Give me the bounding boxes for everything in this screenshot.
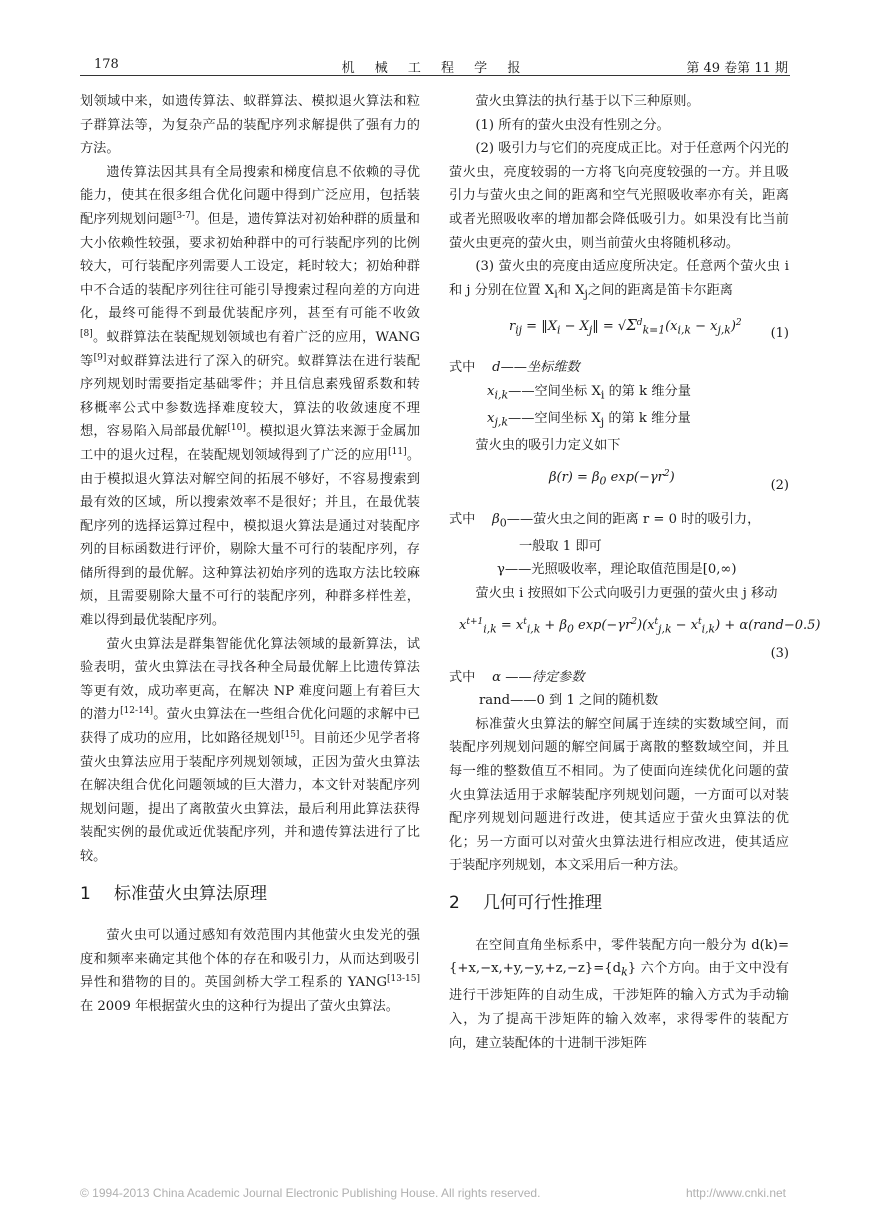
equation-body: $x^{t+1}_{i,k} = x^t_{i,k} + \beta_0$ $\exp(-\gamma r^2)(x^t_{j,k} - x^t_{i,k})$ + α(rand−0.5) <box>459 616 821 636</box>
equation-label: (3) <box>770 645 789 661</box>
subscript: j <box>584 287 588 301</box>
citation: [12-14] <box>120 706 154 717</box>
citation: [3-7] <box>172 210 195 221</box>
equation-body: $r_{ij}$ = $‖X_i$ − $X_j‖ = √\Sigma^d_{k=1}(x_{i,k} - x_{j,k})^2$ <box>509 315 742 337</box>
citation: [11] <box>388 446 407 457</box>
equation-label: (1) <box>770 325 789 341</box>
equation-body: $\beta(r) = \beta_0$ $\exp(-\gamma r^2)$ <box>549 468 675 488</box>
section-number: 2 <box>449 893 460 913</box>
variable-definitions <box>449 508 789 582</box>
paragraph <box>80 924 420 1018</box>
right-column <box>449 90 821 1055</box>
text: } 六个方向。由于文中没有进行干涉矩阵的自动生成，干涉矩阵的输入方式为手动输入，为了提高干涉矩阵的输入效率，求得零件的装配方向，建立装配体的十进制干涉矩阵 <box>449 961 789 1051</box>
equation-1 <box>449 306 789 356</box>
text: 。由于模拟退火算法对解空间的拓展不够好，不容易搜索到最有效的区域，所以搜索效率不是很好；并且，在最优装配序列的选择运算过程中，模拟退火算法是通过对装配序列的目标函数进行评价，剔除大量不可行的装配序列，存储所得到的最优解。这种算法初始序列的选取方法比较麻烦，且需要剔除大量不可行的装配序列，种群多样性差，难以得到最优装配序列。 <box>80 447 421 629</box>
definition: $x_{i,k}——$空间坐标 $X_i$ 的第 k 维分量 <box>487 383 691 402</box>
paragraph: (2) 吸引力与它们的亮度成正比。对于任意两个闪光的萤火虫，亮度较弱的一方将飞向亮度较强的一方。并且吸引力与萤火虫之间的距离和空气光照吸收率亦有关，距离或者光照吸收率的增加都会降低吸引力。如果没有比当前萤火虫更亮的萤火虫，则当前萤火虫将随机移动。 <box>449 141 789 251</box>
left-column <box>80 90 420 1019</box>
text: 。萤火虫算法在一些组合优化问题的求解中已获得了成功的应用，比如路径规划 <box>80 707 421 747</box>
text: 萤火虫可以通过感知有效范围内其他萤火虫发光的强度和频率来确定其他个体的存在和吸引力，从而达到吸引异性和猎物的目的。英国剑桥大学工程系的 YANG <box>80 928 420 991</box>
copyright: © 1994-2013 China Academic Journal Electronic Publishing House. All rights reserved. <box>80 1186 541 1200</box>
text: (3) 萤火虫的亮度由适应度所决定。任意两个萤火虫 i 和 j 分别在位置 X <box>449 259 789 298</box>
footer <box>80 1186 790 1200</box>
running-header <box>80 53 790 75</box>
paragraph <box>80 161 420 633</box>
citation: [13-15] <box>387 974 420 985</box>
text: 和 X <box>557 282 585 298</box>
variable-definitions <box>449 666 789 713</box>
text: 。蚁群算法在装配规划领域也有着广泛的应用，WANG 等 <box>80 329 420 369</box>
text: 之间的距离是笛卡尔距离 <box>587 282 733 298</box>
header-rule <box>80 75 790 76</box>
paragraph: 萤火虫 i 按照如下公式向吸引力更强的萤火虫 j 移动 <box>475 586 778 602</box>
variable-definitions <box>449 356 789 434</box>
text: 遗传算法因其具有全局搜索和梯度信息不依赖的寻优能力，使其在很多组合优化问题中得到广泛应用，包括装配序列规划问题 <box>80 164 420 227</box>
equation-label: (2) <box>770 477 789 493</box>
footer-url: http://www.cnki.net <box>685 1186 786 1200</box>
text: 在空间直角坐标系中，零件装配方向一般分为 d(k)={+x,−x,+y,−y,+z,−z}={d <box>449 937 789 977</box>
definition: 一般取 1 即可 <box>519 538 602 554</box>
citation: [8] <box>80 328 93 339</box>
citation: [10] <box>227 423 246 434</box>
definition: rand——0 到 1 之间的随机数 <box>479 693 659 709</box>
paragraph: 萤火虫的吸引力定义如下 <box>475 438 621 454</box>
text: 在 2009 年根据萤火虫的这种行为提出了萤火虫算法。 <box>80 998 399 1014</box>
paragraph: 标准萤火虫算法的解空间属于连续的实数域空间，而装配序列规划问题的解空间属于离散的整数域空间，并且每一维的整数值互不相同。为了使面向连续优化问题的萤火虫算法适用于求解装配序列规划问题，一方面可以对装配序列规划问题进行改进，使其适应于萤火虫算法的优化；另一方面可以对萤火虫算法进行相应改进，使其适应于装配序列规划，本文采用后一种方法。 <box>449 716 789 874</box>
definition: 式中 $\beta_0——$萤火虫之间的距离 r = 0 时的吸引力， <box>449 511 761 530</box>
citation: [15] <box>280 730 300 741</box>
section-number: 1 <box>80 883 91 904</box>
volume-issue: 第 49 卷第 11 期 <box>686 61 788 76</box>
paragraph: 划领域中来，如遗传算法、蚁群算法、模拟退火算法和粒子群算法等，为复杂产品的装配序列求解提供了强有力的方法。 <box>80 94 420 157</box>
section-heading <box>449 892 789 916</box>
citation: [9] <box>93 352 107 363</box>
paragraph: (1) 所有的萤火虫没有性别之分。 <box>475 117 670 133</box>
definition: 式中 d——坐标维数 <box>449 359 580 375</box>
section-title: 标准萤火虫算法原理 <box>114 883 267 904</box>
paragraph: 萤火虫算法的执行基于以下三种原则。 <box>475 94 700 109</box>
text: 。模拟退火算法来源于金属加工中的退火过程，在装配规划领域得到了广泛的应用 <box>80 424 421 463</box>
subscript: i <box>554 287 558 301</box>
definition: 式中 α ——待定参数 <box>449 669 585 685</box>
text: 。但是，遗传算法对初始种群的质量和大小依赖性较强，要求初始种群中的可行装配序列的比例较大，可行装配序列需要人工设定，耗时较大；初始种群中不合适的装配序列往往可能引导搜索过程向差的方向进化，最终可能得不到最优装配序列，甚至有可能不收敛 <box>80 211 420 322</box>
journal-title: 机 械 工 程 学 报 <box>341 61 529 76</box>
text: 。目前还少见学者将萤火虫算法应用于装配序列规划领域，正因为萤火虫算法在解决组合优化问题领域的巨大潜力，本文针对装配序列规划问题，提出了离散萤火虫算法，最后利用此算法获得装配实例的最优或近优装配序列，并和遗传算法进行了比较。 <box>80 731 421 864</box>
paragraph <box>80 633 420 869</box>
page-number: 178 <box>94 57 119 72</box>
equation-2 <box>449 458 789 508</box>
paragraph: 在空间直角坐标系中，零件装配方向一般分为 $d(k)=\{+x,-x,+y,-y,+z,-z\}=\{d_k\}$ 六个方向。由于文中没有进行干涉矩阵的自动生成，干涉矩阵的输入方式为手动输入，为了提高干涉矩阵的输入效率，求得零件的装配方向，建立装配体的十进制干涉矩阵 <box>449 937 789 1051</box>
text: 萤火虫算法是群集智能优化算法领域的最新算法，试验表明，萤火虫算法在寻找各种全局最优解上比遗传算法等更有效，成功率更高，在解决 NP 难度问题上有着巨大的潜力 <box>80 636 420 723</box>
text: 对蚁群算法进行了深入的研究。蚁群算法在进行装配序列规划时需要指定基础零件；并且信息素残留系数和转移概率公式中参数选择难度较大，算法的收敛速度不理想，容易陷入局部最优解 <box>80 353 421 440</box>
section-heading <box>80 883 420 907</box>
definition: $x_{j,k}——$空间坐标 $X_j$ 的第 k 维分量 <box>487 410 691 429</box>
definition: γ——光照吸收率，理论取值范围是[0,∞) <box>497 562 737 578</box>
paragraph <box>449 255 789 306</box>
section-title: 几何可行性推理 <box>483 893 602 913</box>
equation-3 <box>449 606 821 666</box>
